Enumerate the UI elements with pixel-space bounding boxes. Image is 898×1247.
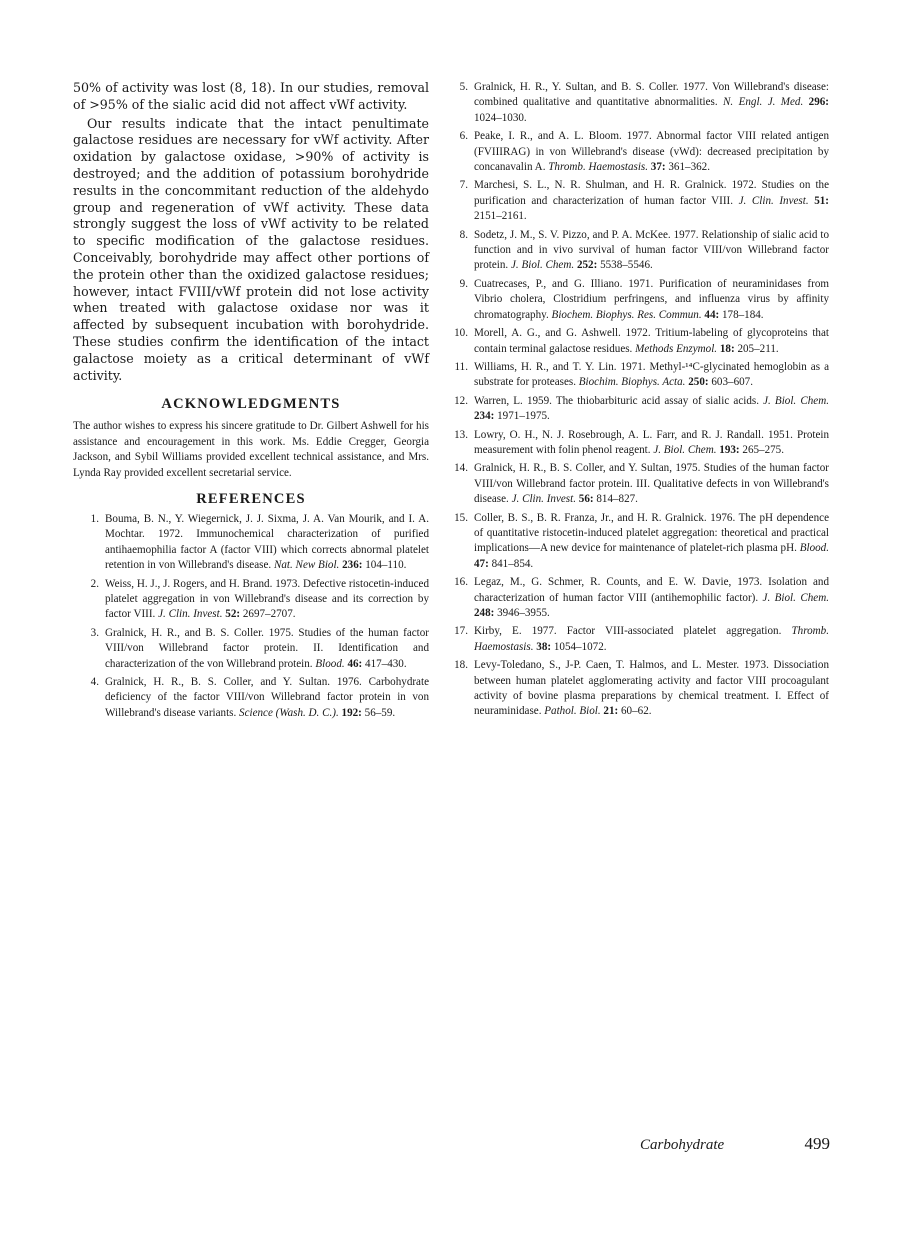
reference-item: [446, 228, 829, 274]
references-list-right: [446, 80, 829, 720]
reference-journal: J. Biol. Chem.: [762, 591, 829, 604]
reference-number: 16.: [454, 576, 468, 589]
reference-body: [474, 129, 829, 175]
reference-pages: 265–275.: [742, 443, 784, 456]
reference-journal: Methods Enzymol.: [635, 342, 718, 355]
reference-volume: 252:: [576, 259, 598, 272]
reference-journal: J. Clin. Invest.: [158, 608, 223, 621]
reference-pages: 205–211.: [737, 342, 779, 355]
reference-number: 14.: [454, 462, 468, 475]
reference-body: [474, 511, 829, 573]
reference-volume: 37:: [650, 161, 666, 174]
reference-item: [446, 624, 829, 655]
reference-body: [474, 228, 829, 274]
reference-body: [474, 360, 829, 391]
reference-volume: 192:: [341, 706, 362, 719]
reference-journal: Blood.: [315, 657, 345, 670]
reference-item: [446, 360, 829, 391]
reference-authors-title: Sodetz, J. M., S. V. Pizzo, and P. A. McKee. 1977. Relationship of sialic acid to function and in vivo survival of human factor VIII/von Willebrand factor protein.: [474, 228, 829, 272]
reference-volume: 51:: [814, 194, 829, 207]
reference-body: [474, 658, 829, 720]
references-list-left: [73, 512, 429, 721]
reference-item: [446, 277, 829, 323]
reference-number: 8.: [459, 228, 468, 241]
reference-volume: 38:: [536, 640, 552, 653]
reference-pages: 178–184.: [721, 308, 764, 321]
left-column: [73, 80, 429, 724]
reference-authors-title: Morell, A. G., and G. Ashwell. 1972. Tritium-labeling of glycoproteins that contain terminal galactose residues.: [474, 327, 829, 355]
reference-journal: Thromb. Haemostasis.: [548, 161, 649, 174]
reference-body: [474, 428, 829, 459]
reference-authors-title: Coller, B. S., B. R. Franza, Jr., and H. R. Gralnick. 1976. The pH dependence of quantitative ristocetin-induced platelet aggregation: theoretical and practical implications—A new device for maintenance of platelet-rich plasma pH.: [474, 511, 829, 555]
reference-item: [446, 428, 829, 459]
reference-volume: 47:: [474, 557, 489, 570]
reference-item: [446, 326, 829, 357]
reference-item: [446, 80, 829, 126]
reference-authors-title: Gralnick, H. R., and B. S. Coller. 1975. Studies of the human factor VIII/von Willebrand factor protein. II. Identification and characterization of the von Willebrand protein.: [105, 626, 429, 670]
reference-body: [105, 512, 429, 574]
reference-item: [446, 511, 829, 573]
reference-volume: 21:: [603, 705, 619, 718]
body-paragraph-1: 50% of activity was lost (8, 18). In our studies, removal of >95% of the sialic acid did not affect vWf activity.: [73, 80, 429, 112]
reference-number: 13.: [454, 428, 468, 441]
reference-journal: J. Clin. Invest.: [738, 194, 809, 207]
reference-number: 7.: [459, 179, 468, 192]
reference-pages: 841–854.: [491, 557, 534, 570]
reference-volume: 18:: [719, 342, 735, 355]
page-number: 499: [804, 1134, 830, 1153]
reference-pages: 3946–3955.: [497, 607, 550, 619]
reference-body: [474, 326, 829, 357]
reference-authors-title: Kirby, E. 1977. Factor VIII-associated platelet aggregation.: [474, 625, 782, 638]
reference-item: [446, 129, 829, 175]
reference-pages: 417–430.: [365, 657, 407, 670]
reference-pages: 603–607.: [711, 376, 753, 389]
reference-volume: 56:: [578, 493, 594, 506]
reference-pages: 361–362.: [668, 161, 710, 174]
reference-journal: J. Clin. Invest.: [511, 493, 576, 506]
reference-number: 4.: [90, 676, 99, 689]
reference-body: [474, 461, 829, 507]
reference-authors-title: Lowry, O. H., N. J. Rosebrough, A. L. Farr, and R. J. Randall. 1951. Protein measurement with folin phenol reagent.: [474, 428, 829, 456]
reference-journal: J. Biol. Chem.: [763, 394, 829, 407]
reference-authors-title: Legaz, M., G. Schmer, R. Counts, and E. W. Davie, 1973. Isolation and characterization of human factor VIII (antihemophilic factor).: [474, 576, 829, 604]
body-paragraph-2: Our results indicate that the intact penultimate galactose residues are necessary for vWf activity. After oxidation by galactose oxidase, >90% of activity is destroyed; and the addition of potassium borohydride results in the concommitant reduction of the aldehydo group and regeneration of vWf activity. These data strongly suggest the loss of vWf activity to be related to specific modification of the galactose residues. Conceivably, borohydride may affect other portions of the protein other than the oxidized galactose residues; however, intact FVIII/vWf protein did not lose activity when treated with galactose oxidase nor was it affected by subsequent incubation with borohydride. These studies confirm the identification of the intact galactose moiety as a critical determinant of vWf activity.: [73, 115, 429, 383]
reference-journal: Thromb. Haemostasis.: [474, 625, 829, 653]
acknowledgments-text: The author wishes to express his sincere gratitude to Dr. Gilbert Ashwell for his assistance and encouragement in this work. Ms. Eddie Cregger, Georgia Jackson, and Sybil Williams provided excellent technical assistance, and Mrs. Lynda Ray provided excellent secretarial service.: [73, 420, 429, 479]
reference-item: [446, 394, 829, 425]
reference-authors-title: Williams, H. R., and T. Y. Lin. 1971. Methyl-¹⁴C-glycinated hemoglobin as a substrate for proteases.: [474, 360, 829, 389]
reference-body: [105, 675, 429, 721]
reference-number: 11.: [454, 360, 468, 373]
reference-journal: Pathol. Biol.: [544, 705, 601, 718]
reference-volume: 296:: [808, 96, 829, 109]
reference-volume: 193:: [719, 443, 740, 456]
reference-body: [474, 624, 829, 655]
reference-authors-title: Warren, L. 1959. The thiobarbituric acid assay of sialic acids.: [474, 394, 759, 407]
reference-number: 3.: [90, 626, 99, 639]
reference-item: [73, 577, 429, 623]
reference-journal: Blood.: [799, 542, 830, 555]
reference-pages: 104–110.: [365, 559, 407, 572]
references-heading: REFERENCES: [196, 490, 306, 507]
reference-pages: 1054–1072.: [553, 640, 607, 653]
reference-body: [105, 626, 429, 672]
reference-item: [446, 658, 829, 720]
reference-volume: 250:: [688, 376, 709, 389]
reference-journal: N. Engl. J. Med.: [723, 96, 804, 109]
reference-authors-title: Levy-Toledano, S., J-P. Caen, T. Halmos, and L. Mester. 1973. Dissociation between human platelet agglomerating activity and factor VIII procoagulant activity of bovine plasma preparations by chemical treatment. I. Effect of neuraminidase.: [474, 659, 829, 718]
reference-journal: Biochem. Biophys. Res. Commun.: [551, 308, 702, 321]
reference-authors-title: Cuatrecases, P., and G. Illiano. 1971. Purification of neuraminidases from Vibrio cholera, Clostridium perfringens, and influenza virus by affinity chromatography.: [474, 277, 829, 321]
reference-pages: 2697–2707.: [242, 608, 296, 621]
reference-number: 1.: [90, 512, 99, 525]
reference-authors-title: Weiss, H. J., J. Rogers, and H. Brand. 1973. Defective ristocetin-induced platelet aggregation in von Willebrand's disease and its correction by factor VIII.: [105, 577, 429, 621]
reference-authors-title: Gralnick, H. R., B. S. Coller, and Y. Sultan. 1976. Carbohydrate deficiency of the factor VIII/von Willebrand factor protein in von Willebrand's disease variants.: [105, 676, 429, 719]
reference-body: [474, 394, 829, 425]
reference-item: [446, 461, 829, 507]
reference-number: 2.: [90, 577, 99, 590]
reference-volume: 52:: [225, 608, 241, 621]
reference-pages: 814–827.: [596, 493, 638, 506]
reference-volume: 236:: [342, 559, 363, 572]
reference-volume: 234:: [474, 410, 495, 423]
running-footer-label: Carbohydrate: [640, 1137, 725, 1153]
reference-authors-title: Marchesi, S. L., N. R. Shulman, and H. R. Gralnick. 1972. Studies on the purification and characterization of human factor VIII.: [474, 179, 829, 207]
reference-number: 18.: [454, 659, 468, 672]
reference-item: [73, 626, 429, 672]
reference-volume: 44:: [704, 308, 720, 321]
reference-journal: Biochim. Biophys. Acta.: [578, 376, 686, 389]
reference-pages: 56–59.: [364, 706, 396, 719]
reference-journal: J. Biol. Chem.: [653, 443, 717, 456]
reference-number: 12.: [454, 394, 468, 407]
reference-number: 6.: [459, 130, 468, 143]
reference-authors-title: Gralnick, H. R., B. S. Coller, and Y. Sultan, 1975. Studies of the human factor VIII/von Willebrand factor protein. III. Qualitative defects in von Willebrand's disease.: [474, 462, 829, 506]
reference-number: 9.: [459, 277, 468, 290]
reference-item: [446, 178, 829, 224]
reference-pages: 2151–2161.: [474, 210, 527, 223]
reference-pages: 5538–5546.: [600, 259, 653, 272]
reference-journal: Science (Wash. D. C.).: [239, 706, 339, 719]
reference-journal: J. Biol. Chem.: [510, 259, 575, 272]
reference-volume: 46:: [347, 657, 363, 670]
reference-body: [474, 80, 829, 126]
reference-journal: Nat. New Biol.: [273, 559, 340, 572]
page-footer: [640, 1134, 830, 1154]
reference-body: [474, 277, 829, 323]
reference-number: 5.: [459, 81, 468, 93]
reference-pages: 60–62.: [621, 705, 652, 718]
reference-authors-title: Gralnick, H. R., Y. Sultan, and B. S. Coller. 1977. Von Willebrand's disease: combined qualitative and quantitative abnormalities.: [474, 81, 829, 109]
reference-pages: 1024–1030.: [474, 111, 527, 124]
reference-item: [73, 675, 429, 721]
reference-body: [105, 577, 429, 623]
reference-number: 10.: [454, 327, 468, 340]
reference-volume: 248:: [474, 607, 495, 619]
reference-item: [73, 512, 429, 574]
reference-authors-title: Bouma, B. N., Y. Wiegernick, J. J. Sixma, J. A. Van Mourik, and I. A. Mochtar. 1972. Immunochemical characterization of purified antihaemophilia factor A (factor VIII) which corrects abnormal platelet retention in von Willebrand's disease.: [105, 512, 429, 572]
reference-authors-title: Peake, I. R., and A. L. Bloom. 1977. Abnormal factor VIII related antigen (FVIIIRAG) in von Willebrand's disease (vWd): decreased precipitation by concanavalin A.: [474, 130, 829, 174]
reference-body: [474, 575, 829, 621]
right-column: [446, 80, 829, 723]
reference-body: [474, 178, 829, 224]
acknowledgments-heading: ACKNOWLEDGMENTS: [161, 396, 341, 413]
reference-item: [446, 575, 829, 621]
reference-number: 15.: [454, 511, 468, 524]
reference-number: 17.: [454, 625, 468, 638]
reference-pages: 1971–1975.: [497, 410, 550, 423]
